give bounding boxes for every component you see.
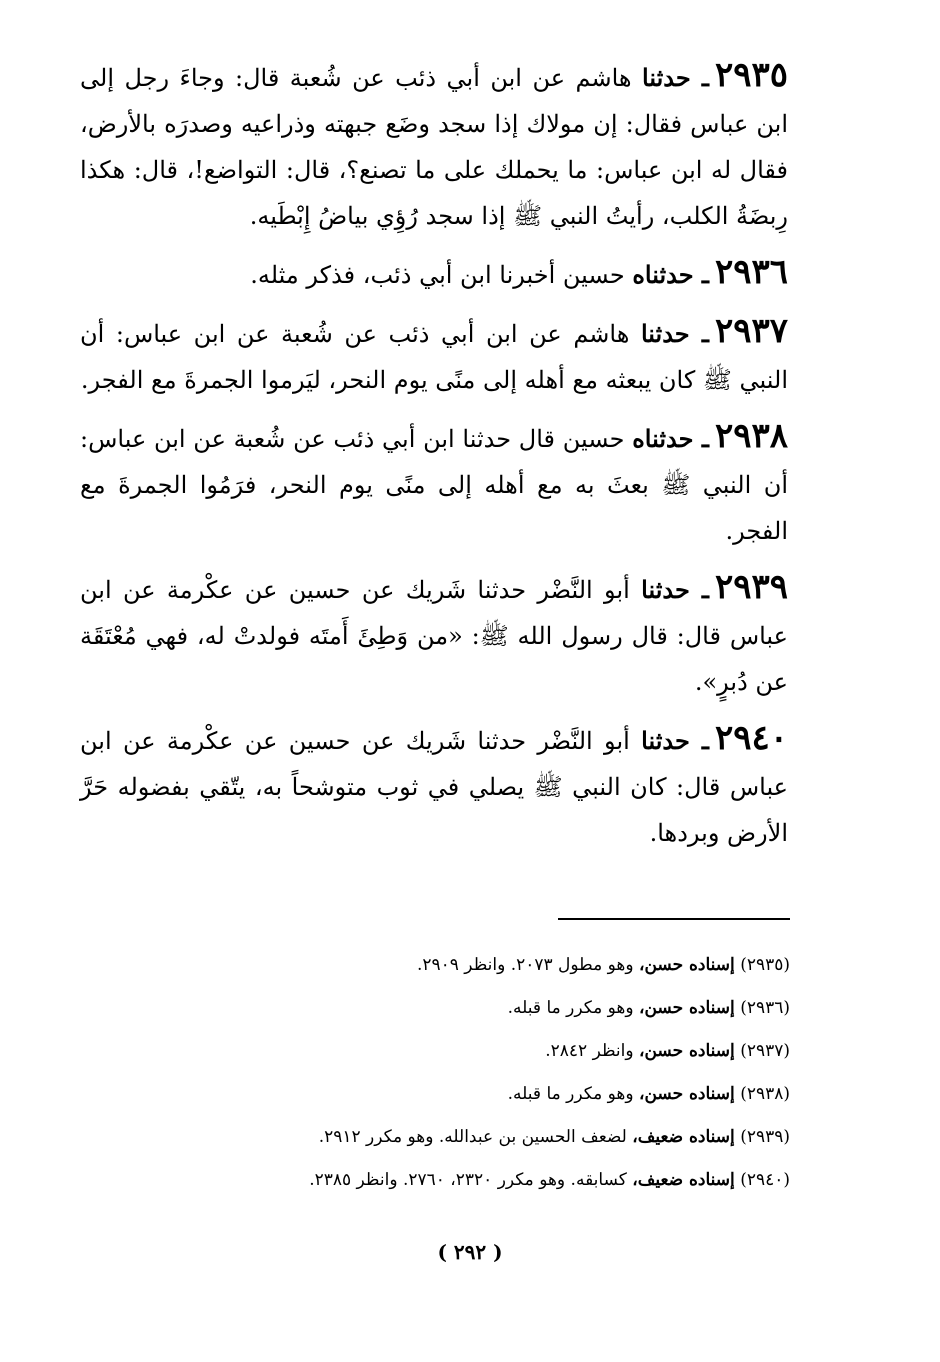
hadith-entry [80, 52, 788, 239]
hadith-number: ٢٩٣٦ [714, 252, 788, 292]
footnote-grade: إسناده ضعيف، [632, 1170, 735, 1190]
footnote-text: وانظر ٢٨٤٢. [545, 1041, 634, 1061]
footnote [150, 1073, 790, 1116]
hadith-entry [80, 564, 788, 705]
footnote [150, 987, 790, 1030]
hadith-entry [80, 715, 788, 856]
footnote-grade: إسناده حسن، [639, 955, 735, 975]
footnote-grade: إسناده حسن، [639, 1084, 735, 1104]
hadith-number: ٢٩٤٠ [714, 718, 788, 758]
footnote-ref: (٢٩٣٦) [740, 998, 790, 1018]
footnote-text: وهو مكرر ما قبله. [507, 1084, 634, 1104]
hadith-lead: ـ حدثنا [640, 319, 709, 348]
hadith-number: ٢٩٣٧ [714, 311, 788, 351]
footnote-grade: إسناده حسن، [639, 1041, 735, 1061]
footnote-divider [558, 918, 790, 920]
footnote [150, 944, 790, 987]
footnote-ref: (٢٩٣٥) [740, 955, 790, 975]
page-number: ( ٢٩٢ ) [437, 1240, 503, 1264]
footnote-text: كسابقه. وهو مكرر ٢٣٢٠، ٢٧٦٠. وانظر ٢٣٨٥. [309, 1170, 627, 1190]
hadith-number: ٢٩٣٨ [714, 416, 788, 456]
hadith-entry [80, 308, 788, 403]
hadith-entry [80, 413, 788, 554]
footnote-ref: (٢٩٣٨) [740, 1084, 790, 1104]
hadith-lead: ـ حدثنا [641, 575, 709, 604]
hadith-entry [80, 249, 788, 298]
footnote-list [150, 944, 790, 1202]
hadith-text: هاشم عن ابن أبي ذئب عن شُعبة قال: وجاءَ رجل إلى ابن عباس فقال: إن مولاك إذا سجد وضَع جبهته وذراعيه وصدرَه بالأرض، فقال له ابن عباس: ما يحملك على ما تصنع؟، قال: التواضع!، قال: هكذا رِبضَةُ الكلب، رأيتُ النبي ﷺ إذا سجد رُؤِي بياضُ إِبْطَيه. [80, 64, 788, 230]
hadith-text: أبو النَّضْر حدثنا شَريك عن حسين عن عكْرمة عن ابن عباس قال: قال رسول الله ﷺ: «من وَطِئَ أَمتَه فولدتْ له، فهي مُعْتَقَة عن دُبرٍ». [80, 576, 788, 696]
hadith-text: حسين أخبرنا ابن أبي ذئب، فذكر مثله. [250, 261, 625, 289]
footnote [150, 1159, 790, 1202]
footnote-grade: إسناده ضعيف، [632, 1127, 735, 1147]
footnote-grade: إسناده حسن، [639, 998, 735, 1018]
footnote-ref: (٢٩٣٩) [740, 1127, 790, 1147]
footnote-ref: (٢٩٣٧) [740, 1041, 790, 1061]
hadith-list [80, 52, 788, 866]
footnote-text: وهو مكرر ما قبله. [507, 998, 634, 1018]
hadith-lead: ـ حدثنا [642, 63, 709, 92]
hadith-lead: ـ حدثنا [641, 726, 709, 755]
footnote-ref: (٢٩٤٠) [740, 1170, 790, 1190]
hadith-lead: ـ حدثناه [632, 424, 709, 453]
footnote-text: لضعف الحسين بن عبدالله. وهو مكرر ٢٩١٢. [318, 1127, 627, 1147]
hadith-lead: ـ حدثناه [632, 260, 709, 289]
footnote [150, 1030, 790, 1073]
hadith-text: أبو النَّضْر حدثنا شَريك عن حسين عن عكْرمة عن ابن عباس قال: كان النبي ﷺ يصلي في ثوب متوشحاً به، يتّقي بفضوله حَرَّ الأرض وبردها. [80, 727, 788, 847]
footnote [150, 1116, 790, 1159]
footnote-text: وهو مطول ٢٠٧٣. وانظر ٢٩٠٩. [416, 955, 634, 975]
hadith-number: ٢٩٣٥ [714, 55, 788, 95]
hadith-number: ٢٩٣٩ [714, 567, 788, 607]
hadith-text: حسين قال حدثنا ابن أبي ذئب عن شُعبة عن ابن عباس: أن النبي ﷺ بعثَ به مع أهله إلى منًى يوم النحر، فرَمُوا الجمرةَ مع الفجر. [80, 425, 788, 545]
hadith-text: هاشم عن ابن أبي ذئب عن شُعبة عن ابن عباس: أن النبي ﷺ كان يبعثه مع أهله إلى منًى يوم النحر، ليَرموا الجمرةَ مع الفجر. [80, 320, 788, 394]
